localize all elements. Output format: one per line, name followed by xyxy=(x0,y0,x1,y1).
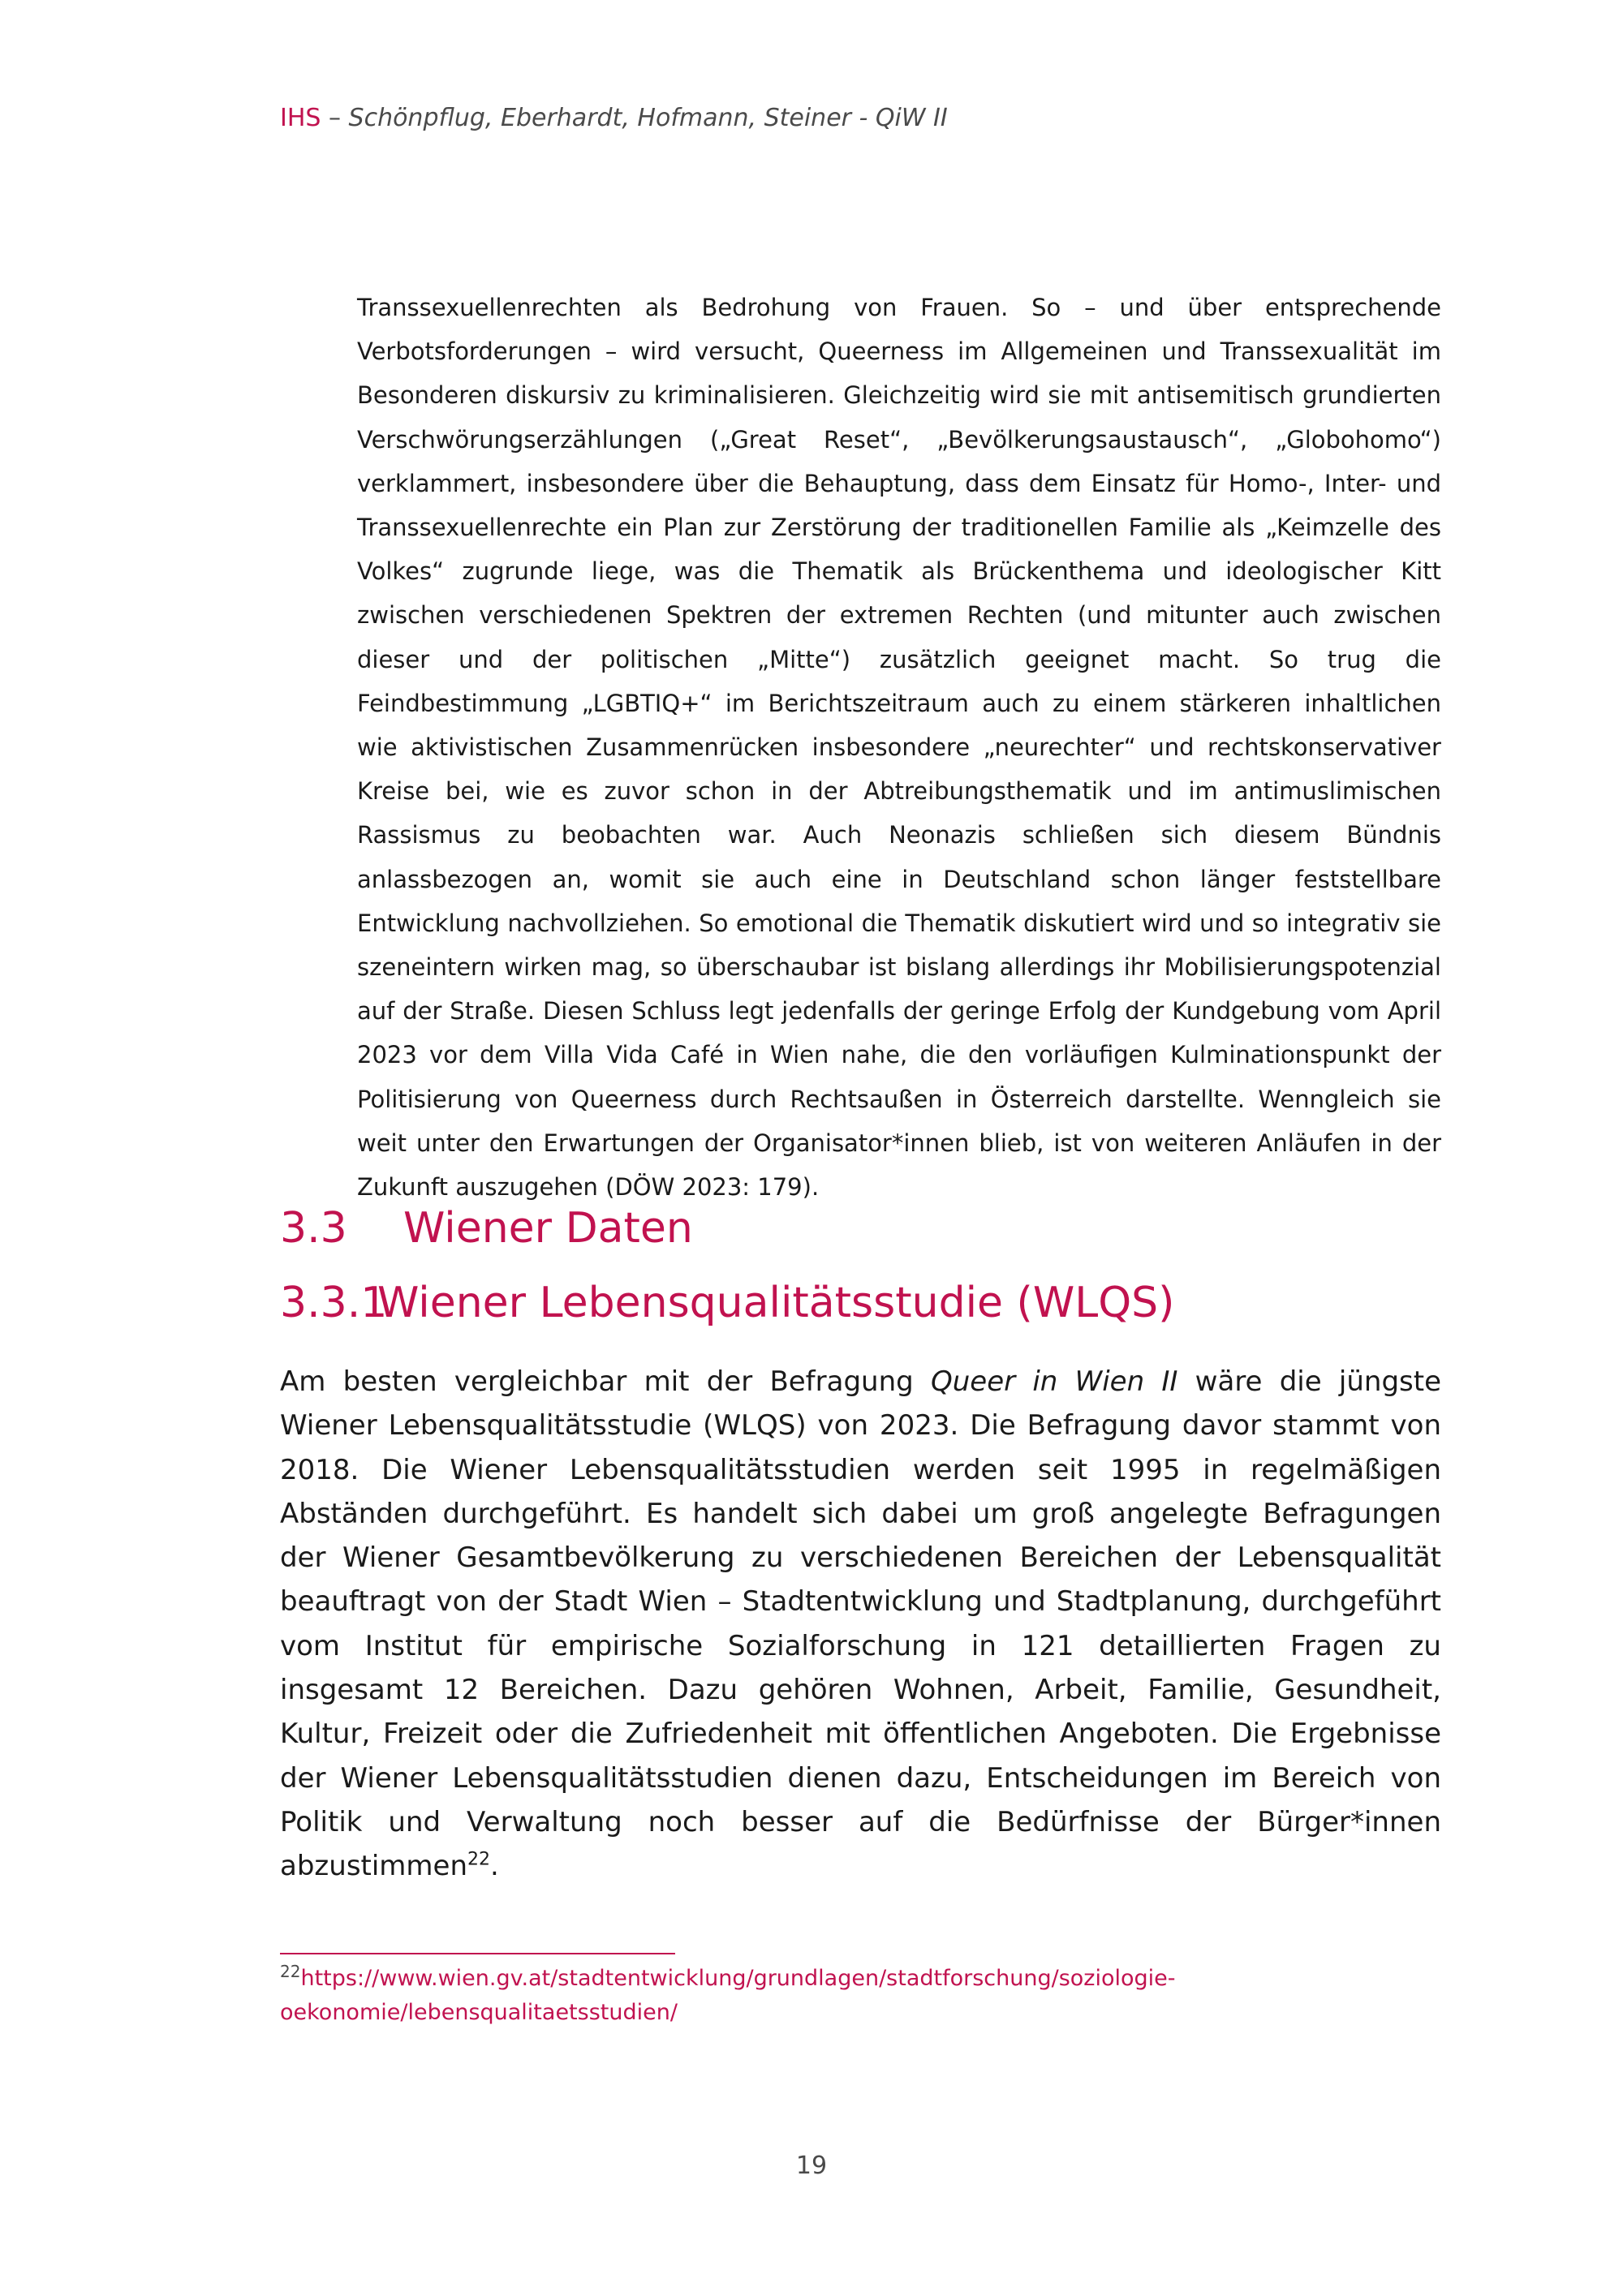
section-number: 3.3 xyxy=(280,1204,347,1253)
footnote-link[interactable]: https://www.wien.gv.at/stadtentwicklung/grundlagen/stadtforschung/soziologie-oekonomie/lebensqualitaetsstudien/ xyxy=(280,1966,1176,2025)
page-number: 19 xyxy=(795,2152,828,2180)
footnote-divider xyxy=(280,1953,675,1954)
section-heading xyxy=(280,1202,693,1254)
subsection-title: Wiener Lebensqualitätsstudie (WLQS) xyxy=(377,1279,1175,1327)
section-title: Wiener Daten xyxy=(403,1204,693,1253)
subsection-number: 3.3.1 xyxy=(280,1279,388,1327)
footnote xyxy=(280,1962,1441,2030)
footnote-reference[interactable]: 22 xyxy=(467,1849,491,1870)
running-header xyxy=(280,104,948,132)
body-text-part1: Am besten vergleichbar mit der Befragung xyxy=(280,1365,931,1398)
survey-title-italic: Queer in Wien II xyxy=(930,1365,1178,1398)
header-org: IHS xyxy=(280,104,321,132)
footnote-number: 22 xyxy=(280,1962,301,1981)
subsection-heading xyxy=(280,1277,1174,1329)
header-separator: – xyxy=(321,104,349,132)
body-text-part2: wäre die jüngste Wiener Lebensqualitätsstudie (WLQS) von 2023. Die Befragung davor stammt von 2018. Die Wiener Lebensqualitätsstudien werden seit 1995 in regelmäßigen Abständen durchgeführt. Es handelt sich dabei um groß angelegte Befragungen der Wiener Gesamtbevölkerung zu verschiedenen Bereichen der Lebensqualität beauftragt von der Stadt Wien – Stadtentwicklung und Stadtplanung, durchgeführt vom Institut für empirische Sozialforschung in 121 detaillierten Fragen zu insgesamt 12 Bereichen. Dazu gehören Wohnen, Arbeit, Familie, Gesundheit, Kultur, Freizeit oder die Zufriedenheit mit öffentlichen Angeboten. Die Ergebnisse der Wiener Lebensqualitätsstudien dienen dazu, Entscheidungen im Bereich von Politik und Verwaltung noch besser auf die Bedürfnisse der Bürger*innen abzustimmen xyxy=(280,1365,1441,1883)
body-text-end: . xyxy=(490,1850,499,1883)
header-authors: Schönpflug, Eberhardt, Hofmann, Steiner - QiW II xyxy=(348,104,948,132)
indented-quote-paragraph: Transsexuellenrechten als Bedrohung von Frauen. So – und über entsprechende Verbotsforderungen – wird versucht, Queerness im Allgemeinen und Transsexualität im Besonderen diskursiv zu kriminalisieren. Gleichzeitig wird sie mit antisemitisch grundierten Verschwörungserzählungen („Great Reset“, „Bevölkerungsaustausch“, „Globohomo“) verklammert, insbesondere über die Behauptung, dass dem Einsatz für Homo-, Inter- und Transsexuellenrechte ein Plan zur Zerstörung der traditionellen Familie als „Keimzelle des Volkes“ zugrunde liege, was die Thematik als Brückenthema und ideologischer Kitt zwischen verschiedenen Spektren der extremen Rechten (und mitunter auch zwischen dieser und der politischen „Mitte“) zusätzlich geeignet macht. So trug die Feindbestimmung „LGBTIQ+“ im Berichtszeitraum auch zu einem stärkeren inhaltlichen wie aktivistischen Zusammenrücken insbesondere „neurechter“ und rechtskonservativer Kreise bei, wie es zuvor schon in der Abtreibungsthematik und im antimuslimischen Rassismus zu beobachten war. Auch Neonazis schließen sich diesem Bündnis anlassbezogen an, womit sie auch eine in Deutschland schon länger feststellbare Entwicklung nachvollziehen. So emotional die Thematik diskutiert wird und so integrativ sie szeneintern wirken mag, so überschaubar ist bislang allerdings ihr Mobilisierungspotenzial auf der Straße. Diesen Schluss legt jedenfalls der geringe Erfolg der Kundgebung vom April 2023 vor dem Villa Vida Café in Wien nahe, die den vorläufigen Kulminationspunkt der Politisierung von Queerness durch Rechtsaußen in Österreich darstellte. Wenngleich sie weit unter den Erwartungen der Organisator*innen blieb, ist von weiteren Anläufen in der Zukunft auszugehen (DÖW 2023: 179). xyxy=(357,294,1441,1202)
body-paragraph xyxy=(280,1360,1441,1889)
